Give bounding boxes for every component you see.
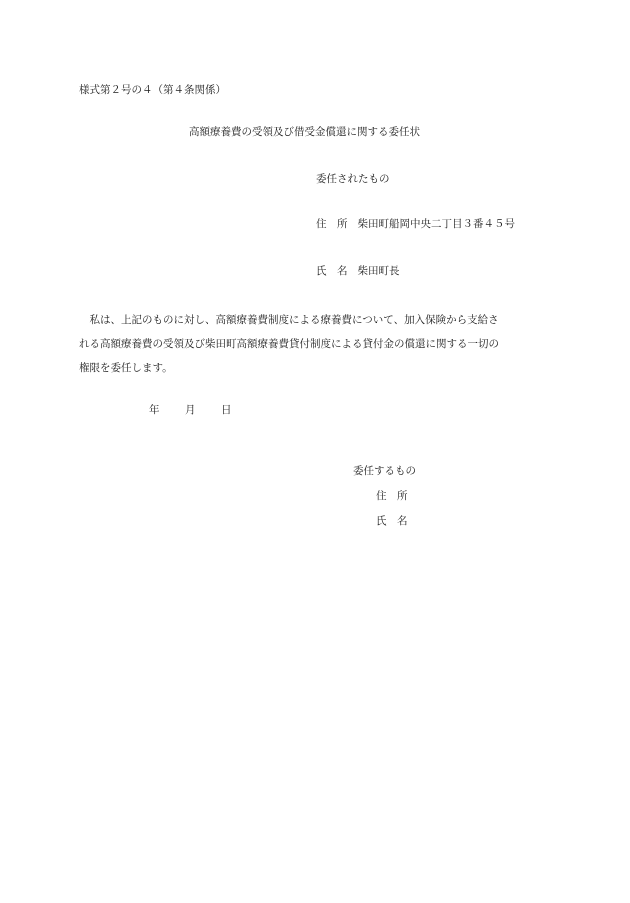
delegator-heading: 委任するもの xyxy=(353,465,416,477)
delegator-address-label: 住 所 xyxy=(376,490,408,502)
delegator-name-label: 氏 名 xyxy=(376,515,408,527)
date-month-label: 月 xyxy=(185,404,196,416)
statement-line: 権限を委任します。 xyxy=(79,362,173,374)
delegatee-address-row xyxy=(316,217,515,231)
delegatee-name-row xyxy=(316,264,400,278)
document-title: 高額療養費の受領及び借受金償還に関する委任状 xyxy=(189,126,420,138)
delegatee-address-value: 柴田町船岡中央二丁目３番４５号 xyxy=(357,218,515,230)
delegatee-name-value: 柴田町長 xyxy=(357,265,400,277)
date-row xyxy=(149,403,232,417)
statement-line: 私は、上記のものに対し、高額療養費制度による療養費について、加入保険から支給さ xyxy=(79,314,499,326)
delegatee-heading: 委任されたもの xyxy=(316,173,390,185)
date-day-label: 日 xyxy=(221,404,232,416)
statement-line: れる高額療養費の受領及び柴田町高額療養費貸付制度による貸付金の償還に関する一切の xyxy=(79,338,499,350)
date-year-label: 年 xyxy=(149,404,160,416)
delegatee-address-label: 住 所 xyxy=(316,218,348,230)
delegatee-name-label: 氏 名 xyxy=(316,265,348,277)
delegation-statement xyxy=(79,308,553,380)
form-number: 様式第２号の４（第４条関係） xyxy=(79,84,226,96)
